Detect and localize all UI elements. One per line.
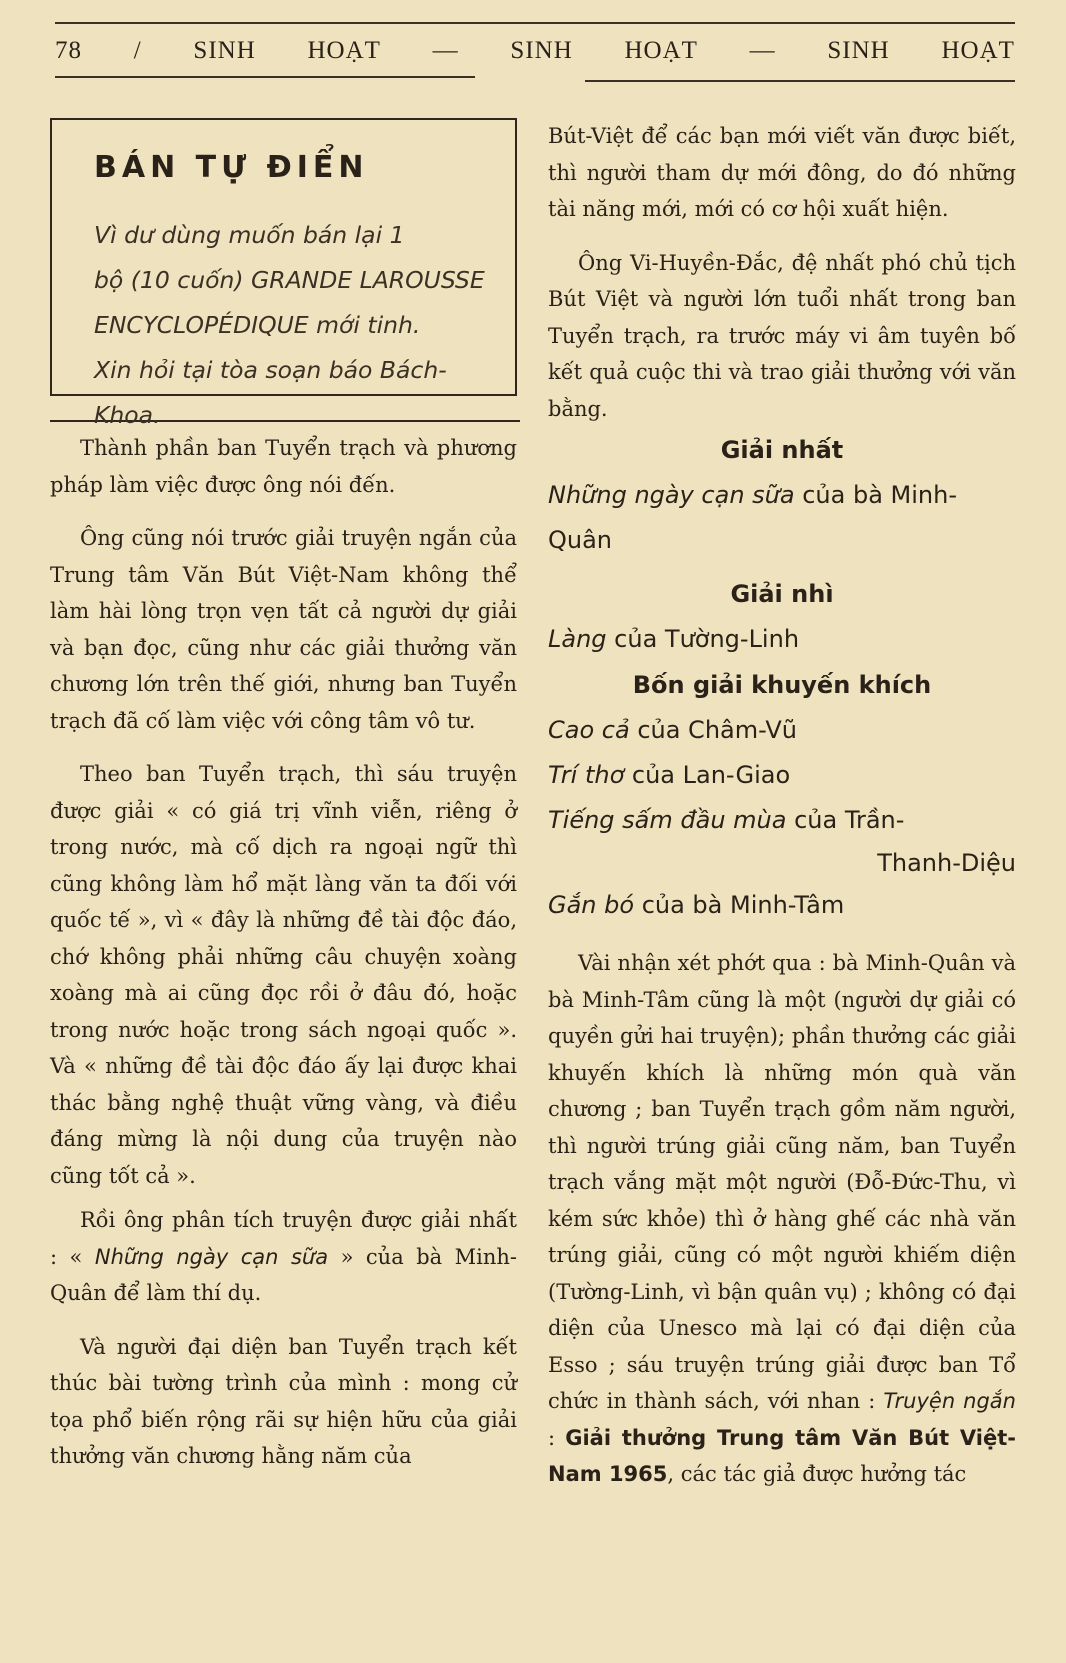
running-header — [55, 34, 1015, 68]
text-run: » của bà Minh-Quân để làm thí dụ. — [50, 1244, 517, 1305]
header-word: SINH — [510, 37, 573, 64]
paragraph: Và người đại diện ban Tuyển trạch kết thúc bài tường trình của mình : mong cử tọa phổ biến rộng rãi sự hiện hữu của giải thưởng văn chương hằng năm của — [50, 1334, 517, 1468]
paragraph — [548, 945, 1016, 1493]
ad-line: bộ (10 cuốn) GRANDE LAROUSSE — [94, 266, 485, 294]
paragraph: Bút-Việt để các bạn mới viết văn được biết, thì người tham dự mới đông, do đó những tài năng mới, mới có cơ hội xuất hiện. — [548, 124, 1016, 221]
text-run: , các tác giả được hưởng tác — [667, 1462, 967, 1486]
prize-entry — [548, 708, 1016, 753]
paragraph: Ông Vi-Huyền-Đắc, đệ nhất phó chủ tịch Bút Việt và người lớn tuổi nhất trong ban Tuyển trạch, ra trước máy vi âm tuyên bố kết quả cuộc thi và trao giải thưởng với văn bằng. — [548, 250, 1016, 421]
page-number: 78 — [55, 37, 82, 64]
ad-line: ENCYCLOPÉDIQUE mới tinh. — [94, 311, 421, 339]
header-word: SINH — [827, 37, 890, 64]
text-run: Rồi ông phân tích truyện được giải nhất : « — [50, 1208, 517, 1269]
header-rule-bottom-right — [585, 80, 1015, 82]
work-author: của Châm-Vũ — [629, 716, 797, 744]
paragraph: Theo ban Tuyển trạch, thì sáu truyện được giải « có giá trị vĩnh viễn, riêng ở trong nước, mà cố dịch ra ngoại ngữ thì cũng không làm hổ mặt làng văn ta đối với quốc tế », vì « đây là những đề tài độc đáo, chớ không phải những câu chuyện xoàng xoàng mà ai cũng đọc rồi ở đâu đó, hoặc trong nước hoặc trong sách ngoại quốc ». Và « những đề tài độc đáo ấy lại được khai thác bằng nghệ thuật vững vàng, và điều đáng mừng là nội dung của truyện nào cũng tốt cả ». — [50, 762, 517, 1188]
prize-entry — [548, 798, 1016, 843]
right-column — [548, 118, 1016, 1493]
ad-line: Vì dư dùng muốn bán lại 1 — [94, 221, 405, 249]
text-run: : — [548, 1425, 566, 1450]
work-author: của bà Minh-Tâm — [634, 891, 845, 919]
header-word: SINH — [193, 37, 256, 64]
work-author: của bà Minh-Quân — [548, 481, 958, 554]
ad-line: Xin hỏi tại tòa soạn báo Bách-Khoa. — [94, 356, 447, 429]
italic-title: Truyện ngắn — [883, 1389, 1016, 1413]
prize-entry — [548, 473, 1016, 563]
header-word: HOẠT — [624, 37, 698, 64]
text-run: Vài nhận xét phớt qua : bà Minh-Quân và bà Minh-Tâm cũng là một (người dự giải có quyền gửi hai truyện); phần thưởng các giải khuyến khích là những món quà văn chương ; ban Tuyển trạch gồm năm người, thì người trúng giải cũng năm, ban Tuyển trạch vắng mặt một người (Đỗ-Đức-Thu, vì kém sức khỏe) thì ở hàng ghế các nhà văn trúng giải, cũng có một người khiếm diện (Tường-Linh, vì bận quân vụ) ; không có đại diện của Unesco mà lại có đại diện của Esso ; sáu truyện trúng giải được ban Tổ chức in thành sách, với nhan : — [548, 951, 1016, 1413]
prize-entry-continued: Thanh-Diệu — [877, 849, 1016, 877]
paragraph — [50, 1202, 517, 1312]
header-word: HOẠT — [941, 37, 1015, 64]
prize-entry — [548, 883, 1016, 928]
paragraph: Thành phần ban Tuyển trạch và phương pháp làm việc được ông nói đến. — [50, 436, 517, 497]
work-author: của Tường-Linh — [606, 625, 800, 653]
prize-heading: Giải nhất — [720, 436, 844, 464]
paragraph: Ông cũng nói trước giải truyện ngắn của Trung tâm Văn Bút Việt-Nam không thể làm hài lòng trọn vẹn tất cả người dự giải và bạn đọc, cũng như các giải thưởng văn chương lớn trên thế giới, nhưng ban Tuyển trạch đã cố làm việc với công tâm vô tư. — [50, 526, 517, 733]
header-dash: — — [432, 37, 459, 64]
header-rule-bottom-left — [55, 76, 475, 78]
work-title: Làng — [548, 625, 607, 653]
work-title: Những ngày cạn sữa — [548, 481, 795, 509]
prize-heading: Giải nhì — [730, 580, 834, 608]
work-title: Trí thơ — [548, 761, 625, 789]
work-title: Tiếng sấm đầu mùa — [548, 806, 787, 834]
left-column — [50, 118, 517, 1475]
ad-title: BÁN TỰ ĐIỂN — [94, 150, 369, 185]
classified-ad-box — [50, 118, 517, 429]
ad-body — [94, 213, 497, 438]
header-dash: — — [749, 37, 776, 64]
header-rule-top — [55, 22, 1015, 24]
italic-title: Những ngày cạn sữa — [94, 1244, 329, 1269]
work-title: Gắn bó — [548, 891, 635, 919]
prize-entry — [548, 617, 1016, 662]
bold-title: Giải thưởng Trung tâm Văn Bút Việt-Nam 1965 — [548, 1425, 1016, 1486]
header-slash: / — [133, 37, 142, 64]
prize-heading: Bốn giải khuyến khích — [632, 671, 932, 699]
prize-entry — [548, 753, 1016, 798]
work-author: của Trần- — [786, 806, 905, 834]
header-word: HOẠT — [307, 37, 381, 64]
work-title: Cao cả — [548, 716, 630, 744]
work-author: của Lan-Giao — [624, 761, 791, 789]
